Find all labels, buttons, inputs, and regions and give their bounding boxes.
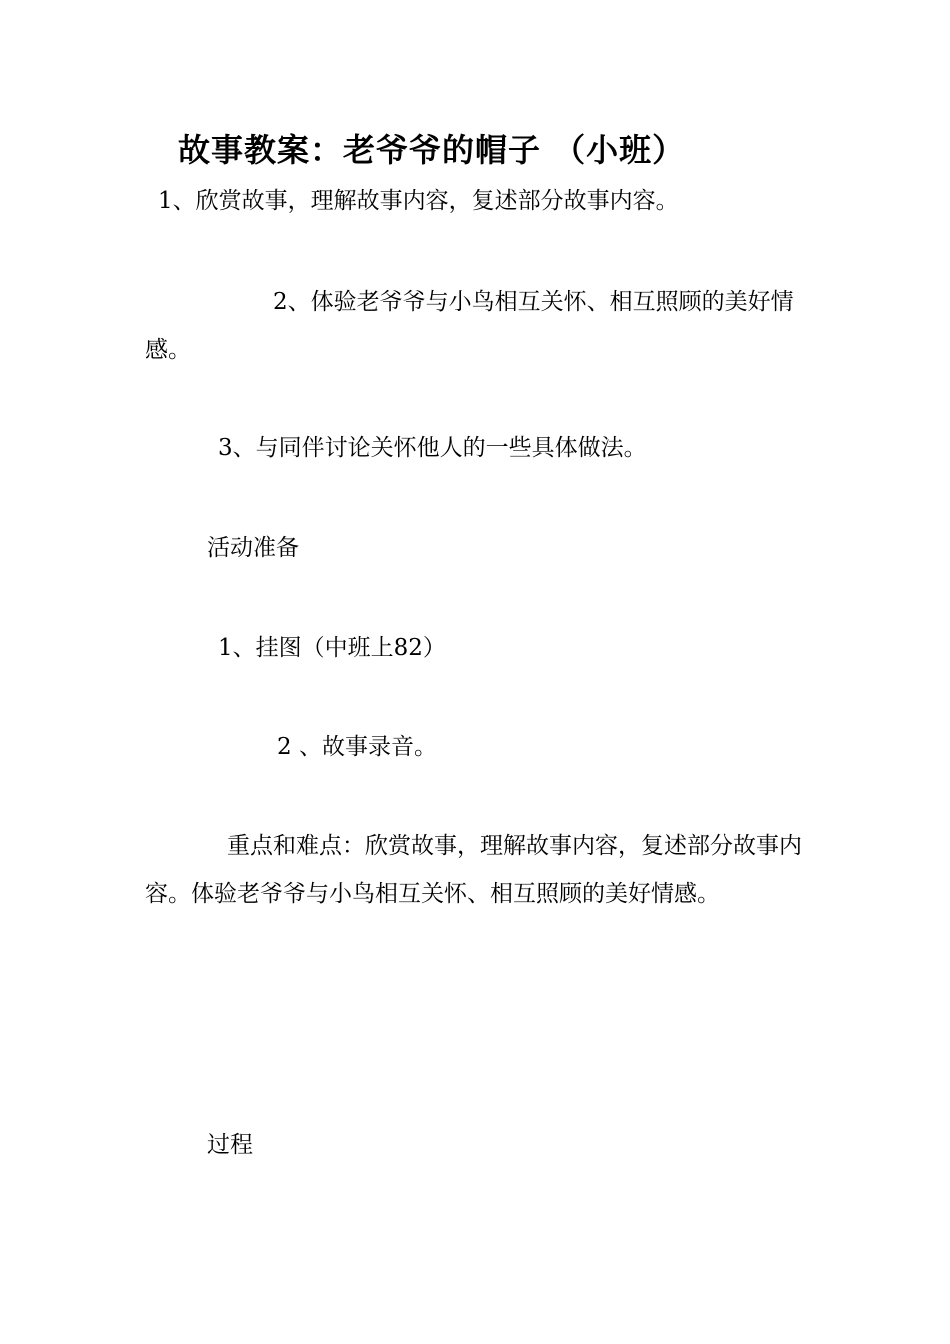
- objective-2: 2、体验老爷爷与小鸟相互关怀、相互照顾的美好情感。: [145, 289, 794, 363]
- preparation-item-1: 1、挂图（中班上82）: [218, 635, 446, 661]
- objective-1: 1、欣赏故事，理解故事内容，复述部分故事内容。: [158, 188, 679, 214]
- process-heading: 过程: [207, 1132, 253, 1158]
- preparation-heading: 活动准备: [207, 535, 299, 561]
- document-title: 故事教案：老爷爷的帽子 （小班）: [178, 131, 686, 169]
- key-points: 重点和难点：欣赏故事，理解故事内容，复述部分故事内容。体验老爷爷与小鸟相互关怀、相互照顾的美好情感。: [145, 833, 802, 907]
- preparation-item-2: 2 、故事录音。: [277, 734, 437, 760]
- objective-3: 3、与同伴讨论关怀他人的一些具体做法。: [218, 435, 647, 461]
